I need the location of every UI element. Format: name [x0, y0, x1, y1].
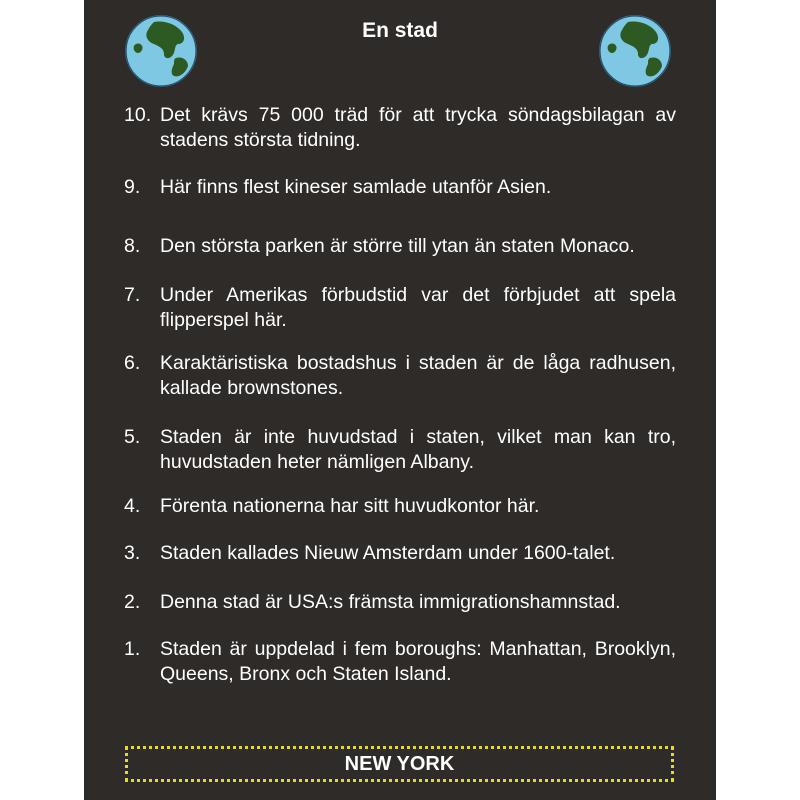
fact-number: 7. [124, 284, 141, 306]
quiz-card [84, 0, 716, 800]
list-item [124, 175, 676, 200]
answer-box: NEW YORK [125, 746, 674, 782]
fact-number: 2. [124, 591, 141, 613]
fact-text: Staden är uppdelad i fem boroughs: Manhattan, Brooklyn, Queens, Bronx och Staten Island. [160, 638, 676, 685]
list-item [124, 234, 676, 259]
fact-text: Det krävs 75 000 träd för att trycka söndagsbilagan av stadens största tidning. [160, 104, 676, 151]
fact-number: 1. [124, 638, 141, 660]
list-item [124, 541, 676, 566]
fact-number: 9. [124, 176, 141, 198]
list-item [124, 103, 676, 153]
fact-number: 3. [124, 542, 141, 564]
list-item [124, 637, 676, 687]
fact-number: 4. [124, 495, 141, 517]
list-item [124, 494, 676, 519]
fact-text: Staden är inte huvudstad i staten, vilket man kan tro, huvudstaden heter nämligen Albany. [160, 426, 676, 473]
fact-number: 10. [124, 104, 152, 126]
fact-text: Karaktäristiska bostadshus i staden är de låga radhusen, kallade brownstones. [160, 352, 676, 399]
fact-number: 6. [124, 352, 141, 374]
fact-text: Förenta nationerna har sitt huvudkontor här. [160, 495, 540, 517]
fact-number: 8. [124, 235, 141, 257]
fact-text: Under Amerikas förbudstid var det förbjudet att spela flipperspel här. [160, 284, 676, 331]
list-item [124, 590, 676, 615]
fact-number: 5. [124, 426, 141, 448]
fact-text: Staden kallades Nieuw Amsterdam under 1600-talet. [160, 542, 616, 564]
list-item [124, 425, 676, 475]
fact-text: Här finns flest kineser samlade utanför Asien. [160, 176, 552, 198]
fact-text: Den största parken är större till ytan än staten Monaco. [160, 235, 635, 257]
list-item [124, 283, 676, 333]
fact-text: Denna stad är USA:s främsta immigrationshamnstad. [160, 591, 621, 613]
page-title: En stad [362, 19, 438, 42]
list-item [124, 351, 676, 401]
globe-icon [598, 14, 672, 88]
